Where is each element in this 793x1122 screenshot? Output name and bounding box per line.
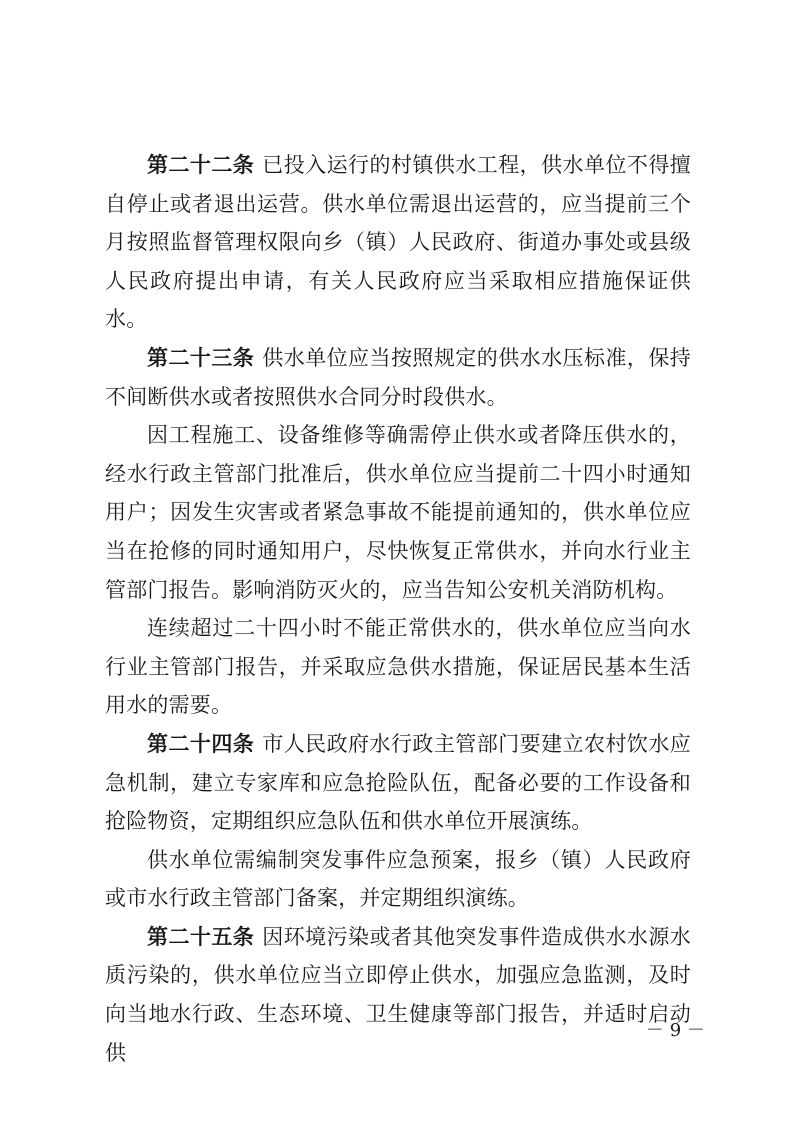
paragraph-article-23: [105, 339, 691, 416]
article-heading: 第二十四条: [147, 730, 255, 756]
paragraph-article-23-clause-3: [105, 609, 691, 725]
paragraph-text: 市人民政府水行政主管部门要建立农村饮水应急机制，建立专家库和应急抢险队伍，配备必要的工作设备和抢险物资，定期组织应急队伍和供水单位开展演练。: [105, 731, 691, 834]
paragraph-text: 已投入运行的村镇供水工程，供水单位不得擅自停止或者退出运营。供水单位需退出运营的，应当提前三个月按照监督管理权限向乡（镇）人民政府、街道办事处或县级人民政府提出申请，有关人民政府应当采取相应措施保证供水。: [105, 153, 691, 332]
paragraph-article-24: [105, 725, 691, 841]
page-number: － 9 －: [646, 1020, 705, 1041]
paragraph-text: 供水单位需编制突发事件应急预案，报乡（镇）人民政府或市水行政主管部门备案，并定期组织演练。: [105, 847, 691, 911]
paragraph-text: 因环境污染或者其他突发事件造成供水水源水质污染的，供水单位应当立即停止供水，加强应急监测，及时向当地水行政、生态环境、卫生健康等部门报告，并适时启动供: [105, 924, 691, 1065]
article-heading: 第二十三条: [147, 344, 255, 370]
article-heading: 第二十二条: [147, 152, 255, 177]
paragraph-article-22: [105, 146, 691, 339]
document-body: [105, 146, 691, 1072]
paragraph-article-23-clause-2: [105, 416, 691, 609]
paragraph-text: 供水单位应当按照规定的供水水压标准，保持不间断供水或者按照供水合同分时段供水。: [105, 345, 691, 409]
paragraph-text: 连续超过二十四小时不能正常供水的，供水单位应当向水行业主管部门报告，并采取应急供水措施，保证居民基本生活用水的需要。: [105, 616, 691, 718]
article-heading: 第二十五条: [147, 923, 255, 949]
paragraph-article-24-clause-2: [105, 841, 691, 918]
paragraph-text: 因工程施工、设备维修等确需停止供水或者降压供水的，经水行政主管部门批准后，供水单位应当提前二十四小时通知用户；因发生灾害或者紧急事故不能提前通知的，供水单位应当在抢修的同时通知用户，尽快恢复正常供水，并向水行业主管部门报告。影响消防灭火的，应当告知公安机关消防机构。: [105, 423, 691, 602]
paragraph-article-25: [105, 918, 691, 1072]
